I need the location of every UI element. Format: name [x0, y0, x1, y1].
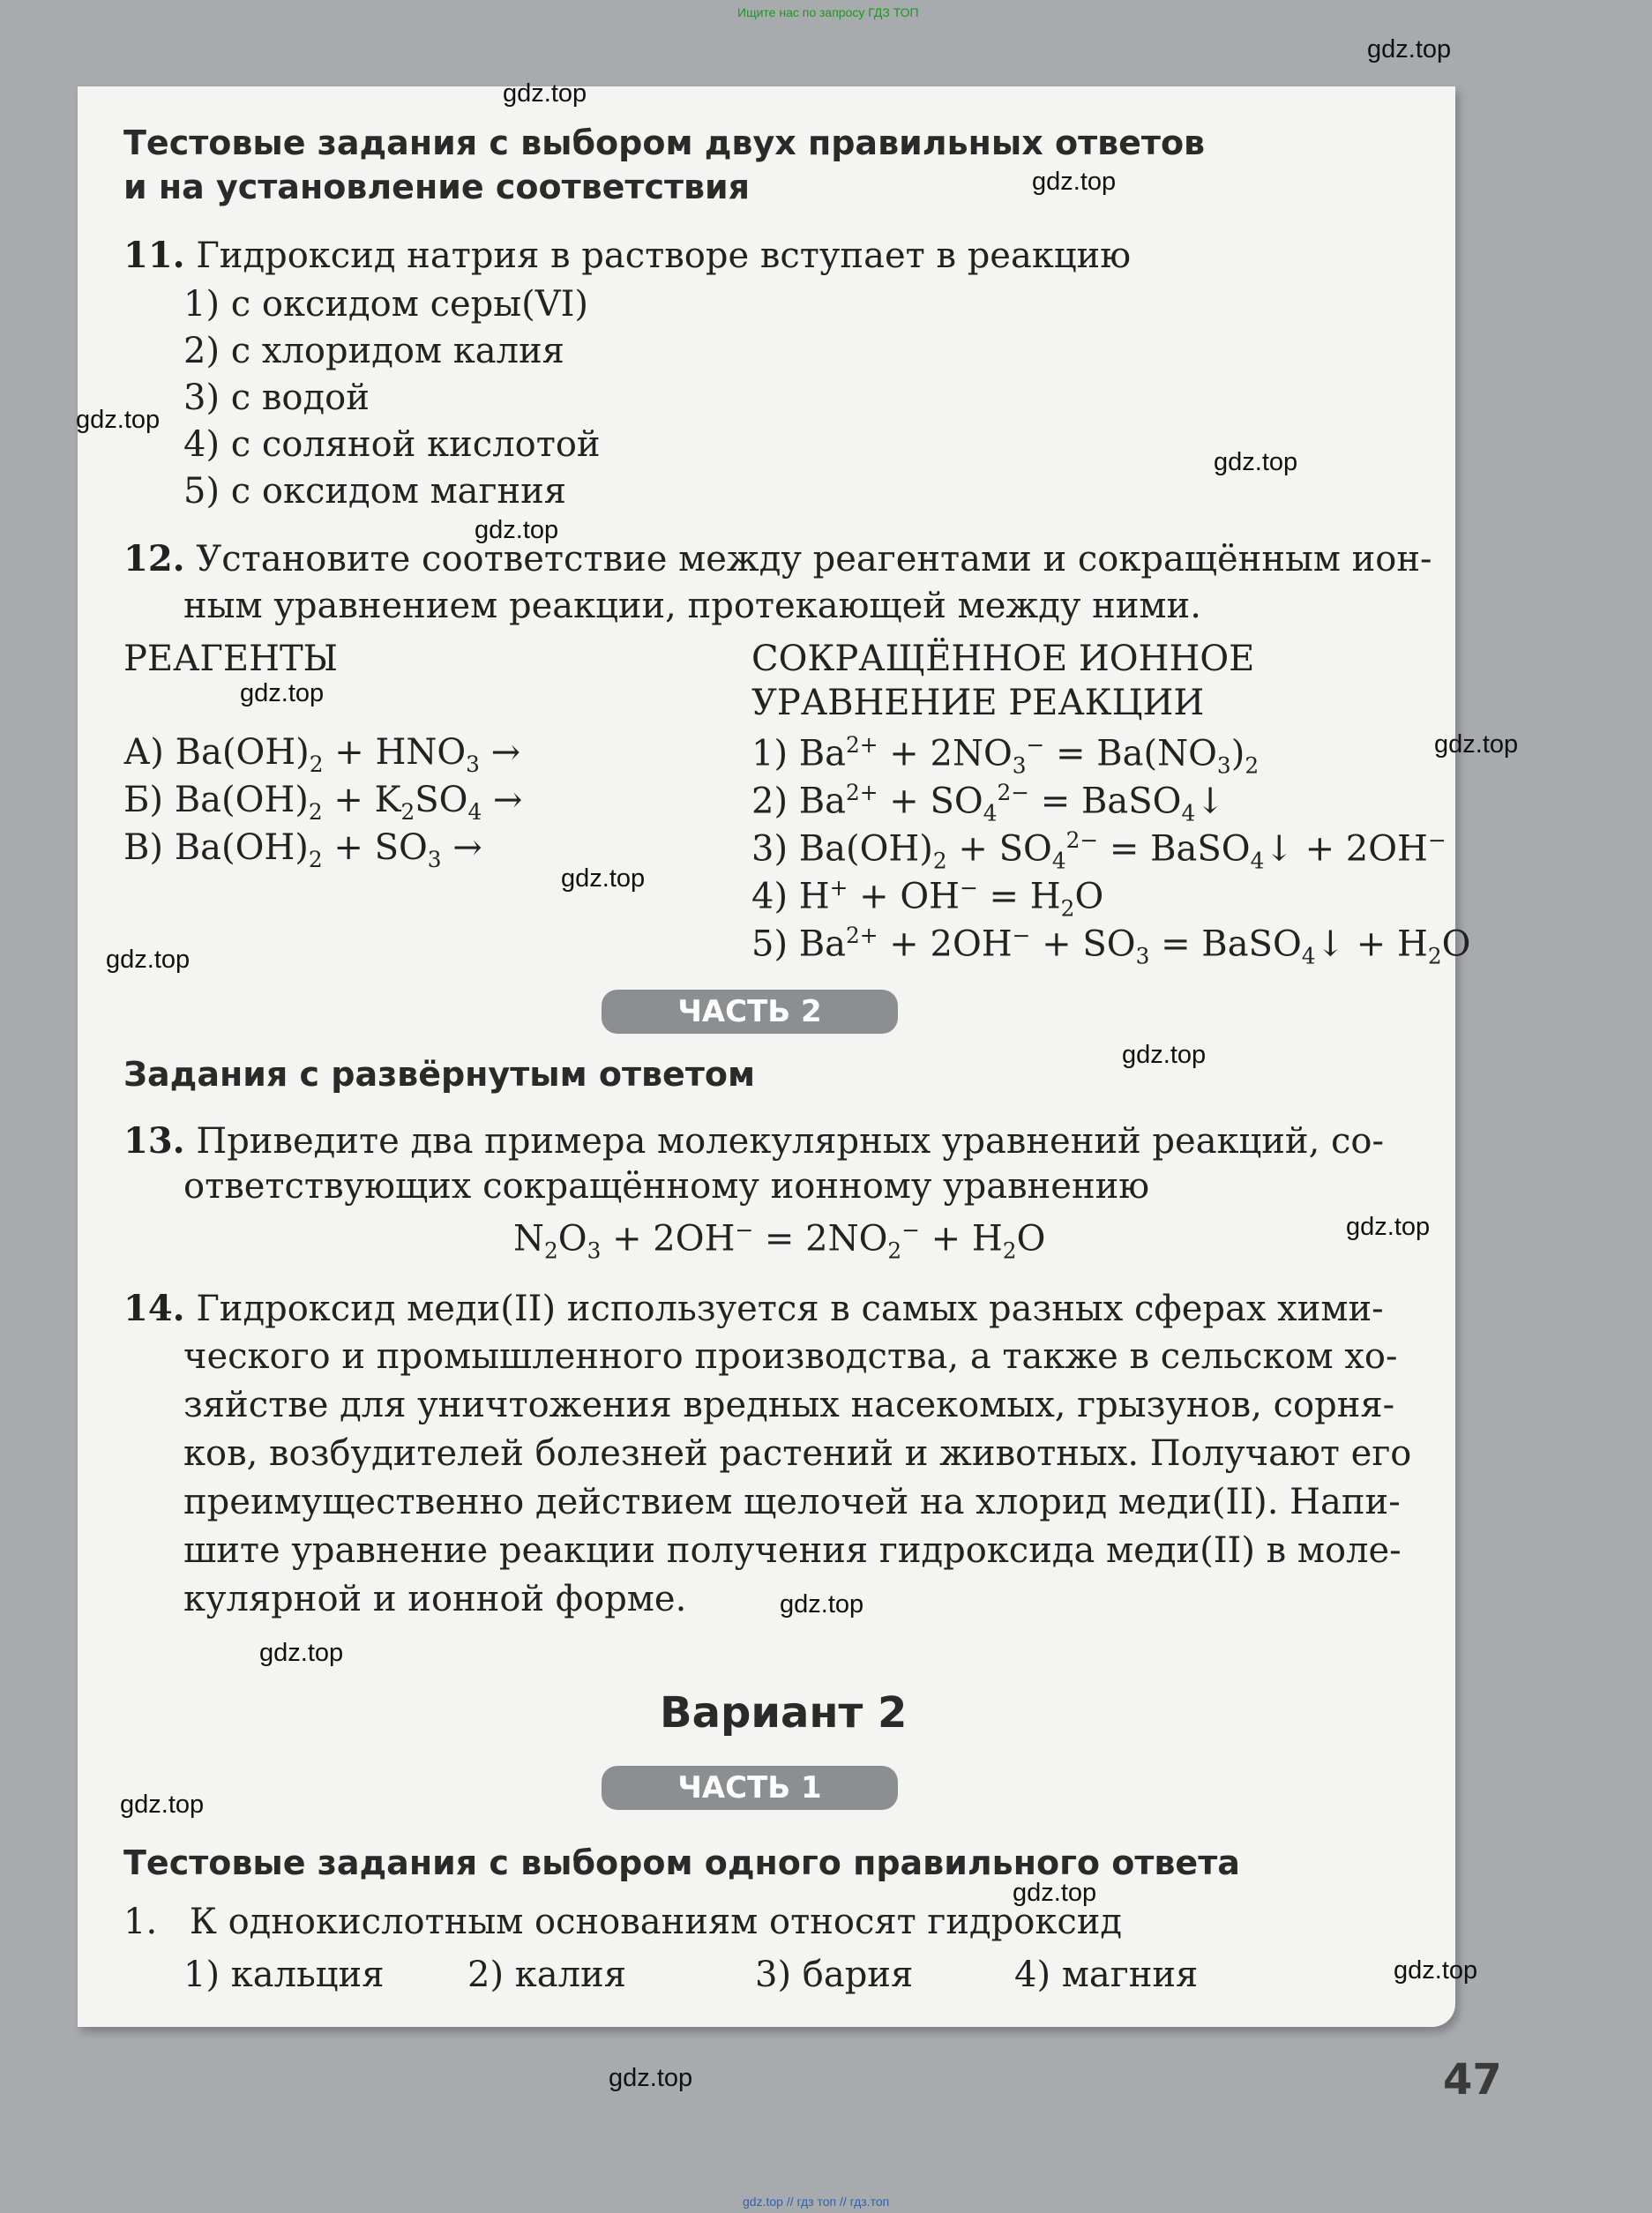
site-watermark: gdz.top — [561, 864, 646, 893]
question-number: 11. — [123, 235, 185, 276]
bottom-watermark-note: gdz.top // гдз топ // гдз.топ — [743, 2194, 890, 2209]
site-watermark: gdz.top — [1367, 35, 1452, 64]
answer-option: 2) с хлоридом калия — [183, 331, 564, 371]
question-number: 12. — [123, 538, 185, 579]
ionic-equation-3: 3) $Ba(OH)_2 + SO_4^{2-}$ = BaSO$_4$↓ + 2OH− — [751, 827, 1446, 874]
question-number: 1. — [123, 1902, 158, 1942]
site-watermark: gdz.top — [503, 79, 587, 108]
question-13 — [123, 1120, 1384, 1162]
question-text: К однокислотным основаниям относят гидроксид — [189, 1902, 1123, 1942]
reagent-c: В) $Ba(OH)_2 + SO_3$ → — [123, 827, 482, 872]
site-watermark: gdz.top — [780, 1590, 864, 1619]
ionic-equation-4: 4) $H^+ + OH^- = H_2O$ — [751, 875, 1104, 922]
site-watermark: gdz.top — [1434, 730, 1519, 759]
question-text: преимущественно действием щелочей на хлорид меди(II). Напи- — [183, 1482, 1401, 1522]
question-text: Установите соответствие между реагентами и сокращённым ион- — [196, 539, 1432, 579]
part-2-label: ЧАСТЬ 2 — [602, 990, 898, 1034]
question-text: Гидроксид меди(II) используется в самых разных сферах хими- — [196, 1289, 1384, 1329]
site-watermark: gdz.top — [1214, 448, 1298, 476]
question-text: ным уравнением реакции, протекающей между ними. — [183, 586, 1201, 626]
site-watermark: gdz.top — [609, 2064, 693, 2092]
question-text: кулярной и ионной форме. — [183, 1579, 687, 1619]
question-text: зяйстве для уничтожения вредных насекомых, грызунов, сорня- — [183, 1385, 1395, 1425]
question-1 — [123, 1902, 1122, 1942]
question-text: шите уравнение реакции получения гидроксида меди(II) в моле- — [183, 1530, 1402, 1571]
ionic-equation-1: 1) $Ba^{2+} + 2NO_3^- = Ba(NO_3)_2$ — [751, 732, 1260, 779]
variant-title: Вариант 2 — [660, 1688, 908, 1738]
ionic-equation-5: 5) $Ba^{2+} + 2OH^- + SO_3$ = BaSO$_4$↓ + $H_2O$ — [751, 923, 1471, 969]
site-watermark: gdz.top — [106, 946, 191, 974]
site-watermark: gdz.top — [1346, 1213, 1431, 1241]
reagents-header: РЕАГЕНТЫ — [123, 639, 339, 679]
reagent-a: А) $Ba(OH)_2 + HNO_3$ → — [123, 732, 521, 777]
answer-option: 3) бария — [755, 1955, 914, 1995]
site-watermark: gdz.top — [76, 406, 161, 434]
answer-option: 4) магния — [1014, 1955, 1199, 1995]
answer-option: 1) с оксидом серы(VI) — [183, 284, 588, 325]
ionic-equation-2: 2) $Ba^{2+} + SO_4^{2-}$ = BaSO$_4$↓ — [751, 780, 1225, 826]
section-heading-line: и на установление соответствия — [123, 168, 751, 206]
question-text: ческого и промышленного производства, а также в сельском хо- — [183, 1336, 1398, 1377]
page-number: 47 — [1443, 2055, 1502, 2105]
answer-option: 4) с соляной кислотой — [183, 424, 601, 465]
site-watermark: gdz.top — [1122, 1041, 1207, 1069]
site-watermark: gdz.top — [475, 516, 559, 544]
question-14 — [123, 1288, 1384, 1329]
question-text: ответствующих сокращённому ионному уравнению — [183, 1166, 1150, 1207]
question-12 — [123, 538, 1432, 579]
question-text: Гидроксид натрия в растворе вступает в реакцию — [196, 236, 1132, 276]
question-11 — [123, 235, 1131, 276]
top-watermark-note: Ищите нас по запросу ГДЗ ТОП — [737, 5, 919, 19]
site-watermark: gdz.top — [1394, 1956, 1478, 1985]
question-number: 14. — [123, 1288, 185, 1329]
answer-option: 3) с водой — [183, 378, 370, 418]
ionic-equation-header: УРАВНЕНИЕ РЕАКЦИИ — [751, 683, 1205, 723]
site-watermark: gdz.top — [259, 1639, 344, 1667]
part-1-label: ЧАСТЬ 1 — [602, 1766, 898, 1810]
question-text: Приведите два примера молекулярных уравнений реакций, со- — [196, 1121, 1385, 1162]
answer-option: 2) калия — [467, 1955, 626, 1995]
site-watermark: gdz.top — [120, 1791, 205, 1819]
question-number: 13. — [123, 1120, 185, 1162]
reagent-b: Б) $Ba(OH)_2 + K_2SO_4$ → — [123, 780, 523, 825]
section-heading-line: Тестовые задания с выбором двух правильных ответов — [123, 123, 1206, 162]
site-watermark: gdz.top — [1032, 168, 1117, 196]
section-heading: Тестовые задания с выбором одного правильного ответа — [123, 1843, 1240, 1882]
ionic-equation-header: СОКРАЩЁННОЕ ИОННОЕ — [751, 639, 1255, 679]
answer-option: 5) с оксидом магния — [183, 471, 567, 512]
question-text: ков, возбудителей болезней растений и животных. Получают его — [183, 1433, 1412, 1474]
section-heading: Задания с развёрнутым ответом — [123, 1055, 756, 1094]
site-watermark: gdz.top — [1013, 1879, 1097, 1907]
site-watermark: gdz.top — [240, 679, 325, 707]
answer-option: 1) кальция — [183, 1955, 385, 1995]
ionic-equation: $N_2O_3 + 2OH^- = 2NO_2^- + H_2O$ — [513, 1217, 1046, 1264]
